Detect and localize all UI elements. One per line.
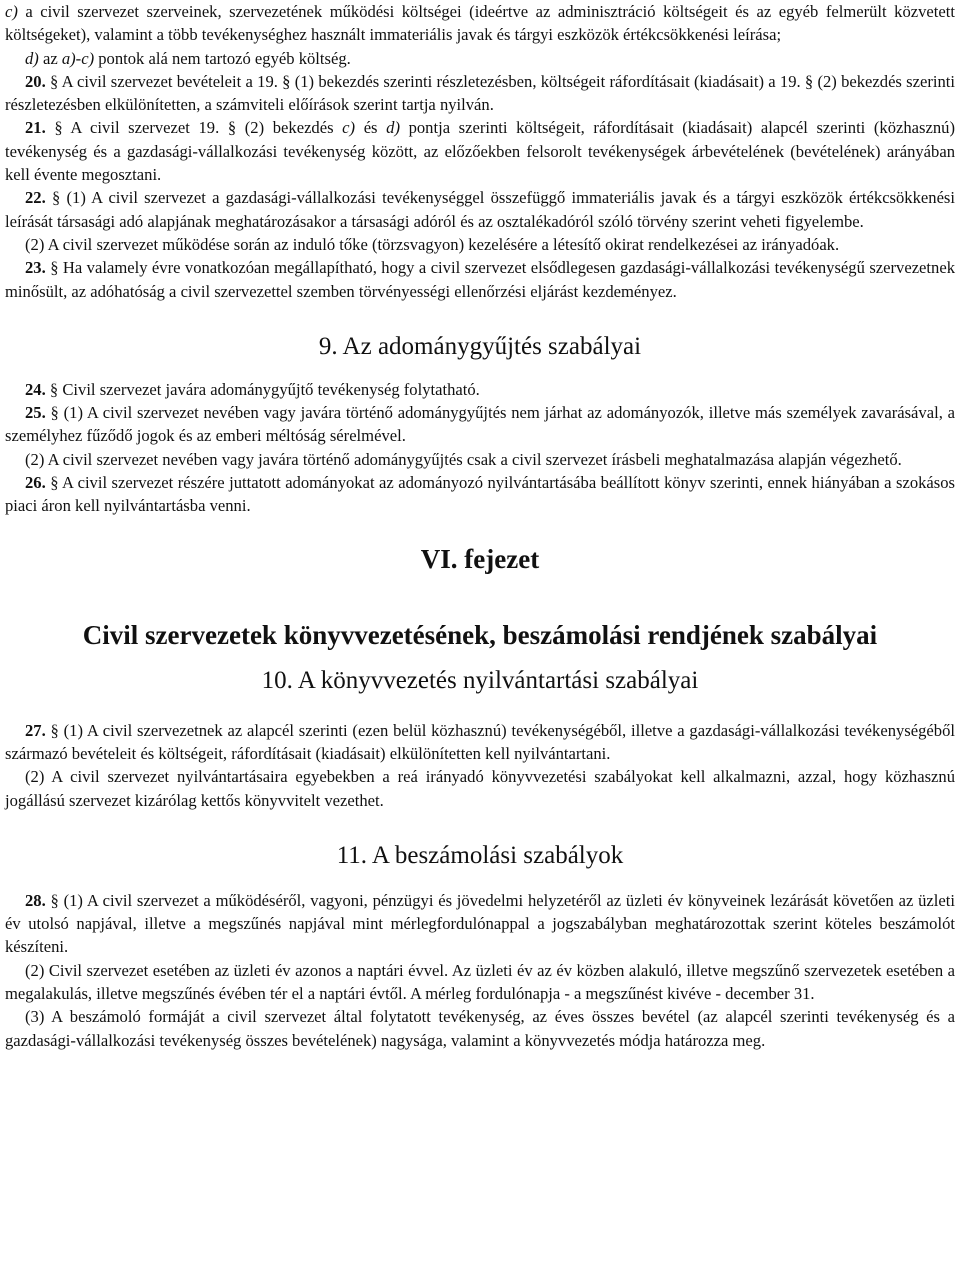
section-number: 24. — [25, 379, 46, 399]
section-25-1 — [5, 401, 955, 448]
section-26 — [5, 471, 955, 518]
paragraph-19-c — [5, 0, 955, 47]
section-sign: § — [50, 403, 59, 423]
paragraph-text: pontok alá nem tartozó egyéb költség. — [94, 48, 351, 68]
section-27-1 — [5, 719, 955, 766]
point-reference: d) — [386, 118, 400, 138]
section-28-3: (3) A beszámoló formáját a civil szervezet által folytatott tevékenység, az éves összes bevétel (az alapcél szerinti tevékenység és a gazdasági-vállalkozási tevékenység összes bevételének) nagysága, valamint a könyvvezetés módja határozza meg. — [5, 1007, 955, 1050]
paragraph-text: (1) A civil szervezet a gazdasági-vállalkozási tevékenységgel összefüggő immateriális javak és a tárgyi eszközök értékcsökkenési leírását társasági adó alapjának meghatározásakor a társasági adóról és az osztalékadóról szóló törvény szerint veheti figyelembe. — [5, 188, 955, 231]
section-sign: § — [49, 379, 59, 399]
section-sign: § — [50, 71, 59, 91]
paragraph-text: pontja szerinti költségeit, ráfordításait (kiadásait) alapcél szerinti (közhasznú) tevékenység és a gazdasági-vállalkozási tevékenység között, az előzőekben felsorolt tevékenységek árbevételének (bevételének) arányában kell évente megosztani. — [5, 118, 955, 185]
paragraph-text: és — [355, 118, 387, 138]
section-28-2: (2) Civil szervezet esetében az üzleti év azonos a naptári évvel. Az üzleti év az év közben alakuló, illetve megszűnő szervezetek esetében a megalakulás, illetve megszűnés évében tér el a naptári évtől. A mérleg fordulónapja - a megszűnést kivéve - december 31. — [5, 960, 955, 1004]
paragraph-text: A civil szervezet részére juttatott adományokat az adományozó nyilvántartásába beállított könyv szerinti, ennek hiányában a szokásos piaci áron kell nyilvántartásba venni. — [5, 473, 955, 516]
section-24 — [5, 378, 955, 401]
section-sign: § — [50, 720, 59, 740]
paragraph-text: az — [38, 48, 62, 68]
section-20 — [5, 70, 955, 117]
paragraph-text: (1) A civil szervezet a működéséről, vagyoni, pénzügyi és jövedelmi helyzetéről az üzleti év könyveinek lezárását követően az üzleti év utolsó napjával, illetve a megszűnés napjával mint mérlegfordulónappal a jogszabályban meghatározottak szerint köteles beszámolót készíteni. — [5, 890, 955, 957]
section-sign: § — [50, 258, 59, 278]
section-21 — [5, 116, 955, 186]
section-27-2: (2) A civil szervezet nyilvántartásaira egyebekben a reá irányadó könyvvezetési szabályokat kell alkalmazni, azzal, hogy közhasznú jogállású szervezet kizárólag kettős könyvvitelt vezethet. — [5, 767, 955, 810]
section-number: 21. — [25, 118, 46, 138]
paragraph-text: A civil szervezet 19. § (2) bekezdés — [62, 118, 343, 138]
paragraph-text: Civil szervezet javára adománygyűjtő tevékenység folytatható. — [58, 379, 480, 399]
subtitle-9: 9. Az adománygyűjtés szabályai — [318, 332, 642, 360]
section-number: 23. — [25, 258, 46, 278]
section-sign: § — [50, 473, 59, 493]
point-label: c) — [5, 2, 18, 21]
point-reference: c) — [342, 118, 356, 138]
subtitle-10: 10. A könyvvezetés nyilvántartási szabályai — [261, 666, 699, 694]
section-number: 27. — [25, 720, 46, 740]
section-sign: § — [54, 118, 63, 138]
section-number: 28. — [25, 890, 46, 910]
section-number: 25. — [25, 403, 46, 423]
paragraph-19-d — [5, 47, 955, 70]
section-22-1 — [5, 186, 955, 233]
paragraph-text: a civil szervezet szerveinek, szervezetének működési költségei (ideértve az adminisztráció költségeit és az egyéb felmerült közvetett költségeket), valamint a több tevékenységhez használt immateriális javak és tárgyi eszközök értékcsökkenési leírása; — [5, 2, 955, 45]
section-23 — [5, 256, 955, 303]
chapter-number: VI. fejezet — [420, 543, 540, 574]
paragraph-text: Ha valamely évre vonatkozóan megállapítható, hogy a civil szervezet elsődlegesen gazdasági-vállalkozási tevékenységű szervezetnek minősült, az adóhatóság a civil szervezettel szemben törvényességi ellenőrzési eljárást kezdeményez. — [5, 258, 955, 301]
paragraph-text: (1) A civil szervezet nevében vagy javára történő adománygyűjtés nem járhat az adományozók, illetve más személyek zavarásával, a személyhez fűződő jogok és az emberi méltóság sérelmével. — [5, 403, 955, 446]
subtitle-11: 11. A beszámolási szabályok — [336, 841, 624, 869]
section-25-2: (2) A civil szervezet nevében vagy javára történő adománygyűjtés csak a civil szervezet írásbeli meghatalmazása alapján végezhető. — [25, 449, 902, 469]
section-28-1 — [5, 889, 955, 959]
section-number: 26. — [25, 473, 46, 493]
point-reference: a)-c) — [61, 48, 95, 68]
paragraph-text: A civil szervezet bevételeit a 19. § (1) bekezdés szerinti részletezésben, költségeit ráfordításait (kiadásait) a 19. § (2) bekezdés szerinti részletezésben elkülönítetten, a számviteli előírások szerint tartja nyilván. — [5, 71, 955, 115]
paragraph-text: (1) A civil szervezetnek az alapcél szerinti (ezen belül közhasznú) tevékenységéből, illetve a gazdasági-vállalkozási tevékenységéből származó bevételeit és költségeit, ráfordításait (kiadásait) elkülönítetten kell nyilvántartani. — [5, 720, 955, 763]
chapter-title: Civil szervezetek könyvvezetésének, beszámolási rendjének szabályai — [82, 619, 878, 650]
section-number: 22. — [25, 188, 46, 208]
section-sign: § — [51, 188, 61, 208]
point-label: d) — [25, 48, 39, 68]
section-22-2: (2) A civil szervezet működése során az induló tőke (törzsvagyon) kezelésére a létesítő okirat rendelkezései az irányadóak. — [25, 234, 840, 254]
section-number: 20. — [25, 71, 46, 91]
section-sign: § — [50, 890, 59, 910]
